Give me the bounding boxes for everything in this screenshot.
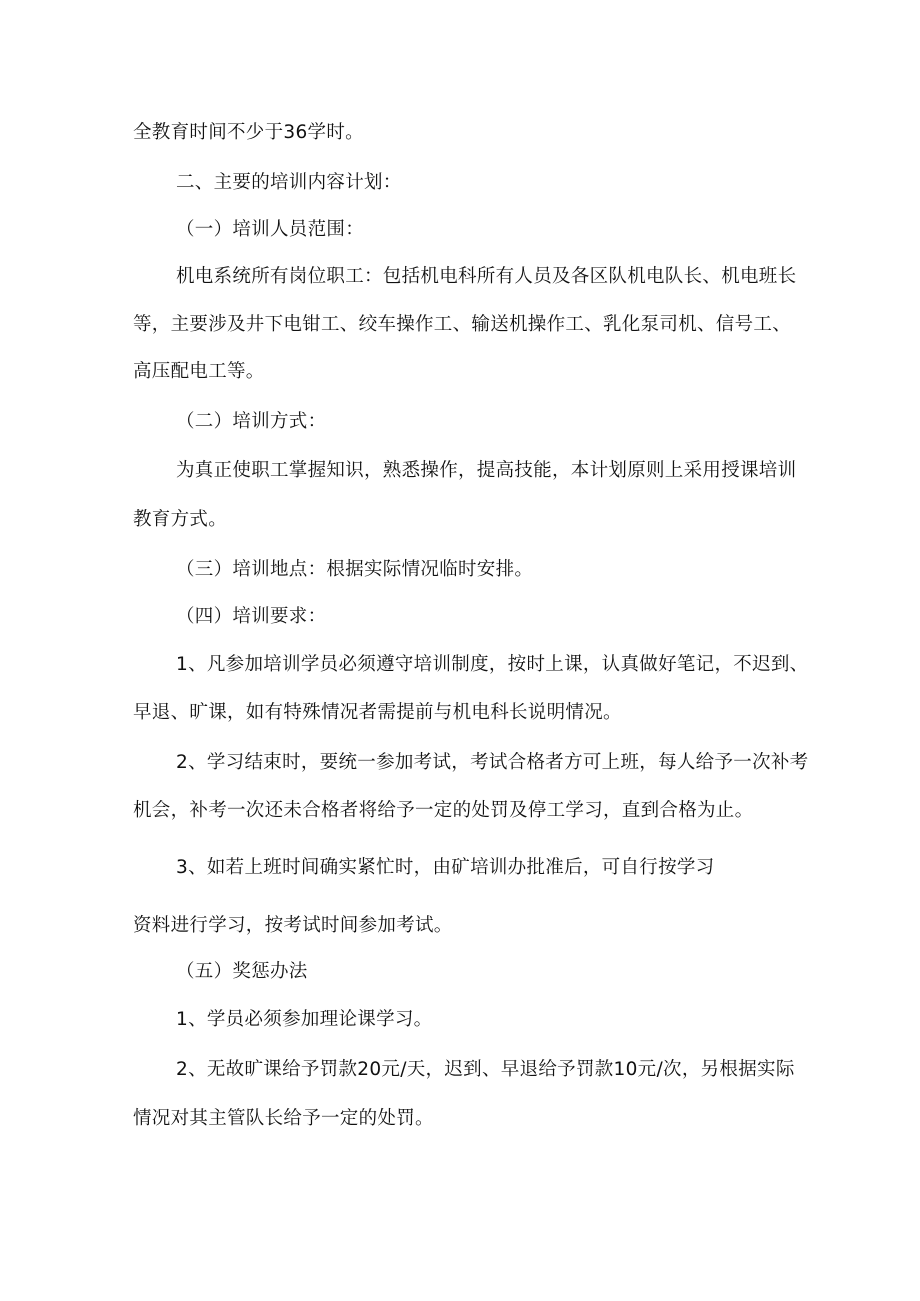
requirement-2-line-1: 2、学习结束时，要统一参加考试，考试合格者方可上班，每人给予一次补考 (176, 752, 809, 773)
subsection-heading-rewards-penalties: （五）奖惩办法 (176, 961, 308, 982)
paragraph-method-line-1: 为真正使职工掌握知识，熟悉操作，提高技能，本计划原则上采用授课培训 (176, 460, 797, 481)
subsection-heading-location: （三）培训地点：根据实际情况临时安排。 (176, 559, 534, 580)
subsection-heading-requirements: （四）培训要求： (176, 606, 327, 627)
requirement-2-line-2: 机会，补考一次还未合格者将给予一定的处罚及停工学习，直到合格为止。 (133, 800, 754, 821)
rule-1-line-1: 1、学员必须参加理论课学习。 (176, 1009, 433, 1030)
requirement-3-line-2: 资料进行学习，按考试时间参加考试。 (133, 915, 453, 936)
paragraph-trainees-line-1: 机电系统所有岗位职工：包括机电科所有人员及各区队机电队长、机电班长 (176, 266, 797, 287)
rule-2-line-2: 情况对其主管队长给予一定的处罚。 (133, 1108, 434, 1129)
paragraph-trainees-line-3: 高压配电工等。 (133, 361, 265, 382)
subsection-heading-method: （二）培训方式： (176, 411, 327, 432)
subsection-heading-trainees: （一）培训人员范围： (176, 219, 365, 240)
requirement-1-line-1: 1、凡参加培训学员必须遵守培训制度，按时上课，认真做好笔记，不迟到、 (176, 654, 809, 675)
requirement-3-line-1: 3、如若上班时间确实紧忙时，由矿培训办批准后，可自行按学习 (176, 857, 715, 878)
requirement-1-line-2: 早退、旷课，如有特殊情况者需提前与机电科长说明情况。 (133, 702, 622, 723)
paragraph-method-line-2: 教育方式。 (133, 509, 228, 530)
rule-2-line-1: 2、无故旷课给予罚款20元/天，迟到、早退给予罚款10元/次，另根据实际 (176, 1059, 795, 1080)
text-line-continuation: 全教育时间不少于36学时。 (133, 122, 364, 143)
section-heading-training-plan: 二、主要的培训内容计划： (176, 172, 402, 193)
paragraph-trainees-line-2: 等，主要涉及井下电钳工、绞车操作工、输送机操作工、乳化泵司机、信号工、 (133, 314, 792, 335)
